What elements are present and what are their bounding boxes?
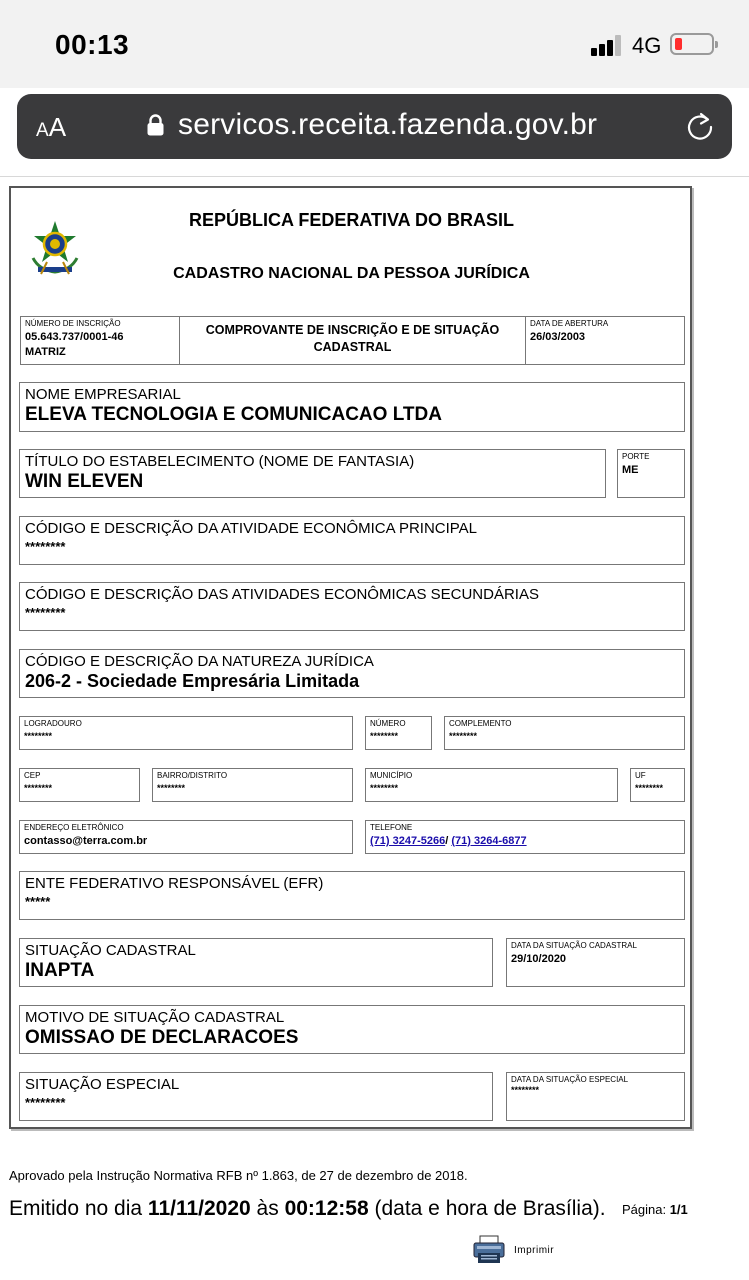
address-bar[interactable]	[17, 94, 732, 159]
atividades-secundarias-label: CÓDIGO E DESCRIÇÃO DAS ATIVIDADES ECONÔMICAS SECUNDÁRIAS	[25, 586, 539, 603]
data-situacao-especial-label: DATA DA SITUAÇÃO ESPECIAL	[511, 1075, 629, 1084]
approval-note: Aprovado pela Instrução Normativa RFB nº 1.863, de 27 de dezembro de 2018.	[9, 1168, 468, 1183]
abertura-box	[525, 316, 685, 365]
municipio-value: ********	[370, 783, 399, 793]
document-subtitle: CADASTRO NACIONAL DA PESSOA JURÍDICA	[173, 265, 530, 282]
porte-value: ME	[622, 464, 639, 476]
situacao-especial-box	[19, 1072, 493, 1121]
municipio-box	[365, 768, 618, 802]
url-text[interactable]: servicos.receita.fazenda.gov.br	[178, 108, 598, 141]
efr-box	[19, 871, 685, 920]
uf-value: ********	[635, 783, 664, 793]
printer-icon	[473, 1235, 505, 1265]
data-situacao-cadastral-label: DATA DA SITUAÇÃO CADASTRAL	[511, 941, 637, 950]
cellular-signal-icon	[591, 34, 625, 56]
reload-icon[interactable]	[684, 110, 716, 142]
atividade-principal-label: CÓDIGO E DESCRIÇÃO DA ATIVIDADE ECONÔMICA PRINCIPAL	[25, 520, 478, 537]
porte-box	[617, 449, 685, 498]
complemento-value: ********	[449, 731, 478, 741]
page-indicator: Página: 1/1	[622, 1202, 688, 1217]
telefone-label: TELEFONE	[370, 823, 413, 832]
uf-label: UF	[635, 771, 646, 780]
phone-separator: /	[445, 835, 452, 847]
logradouro-value: ********	[24, 731, 53, 741]
cep-box	[19, 768, 140, 802]
bairro-value: ********	[157, 783, 186, 793]
data-situacao-cadastral-box	[506, 938, 685, 987]
atividade-principal-value: ********	[25, 539, 66, 554]
situacao-cadastral-label: SITUAÇÃO CADASTRAL	[25, 942, 196, 959]
print-button[interactable]	[473, 1235, 573, 1267]
emitted-date: 11/11/2020	[147, 1197, 251, 1220]
abertura-value: 26/03/2003	[530, 331, 586, 343]
telefone-box	[365, 820, 685, 854]
comprovante-line1: COMPROVANTE DE INSCRIÇÃO E DE SITUAÇÃO	[205, 323, 500, 337]
titulo-label: TÍTULO DO ESTABELECIMENTO (NOME DE FANTASIA)	[25, 453, 415, 470]
titulo-box	[19, 449, 606, 498]
bairro-label: BAIRRO/DISTRITO	[157, 771, 228, 780]
logradouro-box	[19, 716, 353, 750]
numero-label: NÚMERO	[370, 719, 406, 728]
emitted-time: 00:12:58	[284, 1197, 369, 1220]
data-situacao-cadastral-value: 29/10/2020	[511, 953, 567, 965]
phone-link-2[interactable]: (71) 3264-6877	[451, 835, 527, 847]
document-title: REPÚBLICA FEDERATIVA DO BRASIL	[188, 210, 514, 230]
situacao-cadastral-box	[19, 938, 493, 987]
atividades-secundarias-value: ********	[25, 605, 66, 620]
telefone-values	[370, 835, 527, 847]
atividade-principal-box	[19, 516, 685, 565]
abertura-label: DATA DE ABERTURA	[530, 319, 609, 328]
nome-empresarial-box	[19, 382, 685, 432]
data-situacao-especial-box	[506, 1072, 685, 1121]
comprovante-box	[179, 316, 526, 365]
uf-box	[630, 768, 685, 802]
efr-value: *****	[25, 894, 51, 909]
atividades-secundarias-box	[19, 582, 685, 631]
email-value: contasso@terra.com.br	[24, 835, 148, 847]
emitted-line: Emitido no dia 11/11/2020 às 00:12:58 (data e hora de Brasília).	[9, 1197, 606, 1220]
complemento-label: COMPLEMENTO	[449, 719, 512, 728]
text-size-button[interactable]: AA	[36, 112, 67, 142]
inscricao-box	[20, 316, 180, 365]
nome-empresarial-value: ELEVA TECNOLOGIA E COMUNICACAO LTDA	[25, 404, 442, 425]
status-bar	[0, 0, 749, 88]
cnpj-document	[9, 186, 692, 1129]
titulo-value: WIN ELEVEN	[25, 471, 144, 492]
data-situacao-especial-value: ********	[511, 1085, 540, 1095]
situacao-especial-value: ********	[25, 1095, 66, 1110]
complemento-box	[444, 716, 685, 750]
numero-box	[365, 716, 432, 750]
natureza-juridica-label: CÓDIGO E DESCRIÇÃO DA NATUREZA JURÍDICA	[25, 653, 374, 670]
motivo-label: MOTIVO DE SITUAÇÃO CADASTRAL	[25, 1009, 285, 1026]
print-label[interactable]: Imprimir	[514, 1245, 555, 1256]
cep-label: CEP	[24, 771, 41, 780]
natureza-juridica-box	[19, 649, 685, 698]
numero-value: ********	[370, 731, 399, 741]
cep-value: ********	[24, 783, 53, 793]
natureza-juridica-value: 206-2 - Sociedade Empresária Limitada	[25, 671, 360, 691]
inscricao-label: NÚMERO DE INSCRIÇÃO	[25, 319, 121, 328]
page-divider	[0, 176, 749, 177]
efr-label: ENTE FEDERATIVO RESPONSÁVEL (EFR)	[25, 875, 324, 892]
inscricao-number: 05.643.737/0001-46	[25, 331, 124, 343]
motivo-box	[19, 1005, 685, 1054]
battery-icon	[670, 33, 714, 55]
nome-empresarial-label: NOME EMPRESARIAL	[25, 386, 181, 403]
phone-link-1[interactable]: (71) 3247-5266	[370, 835, 446, 847]
comprovante-line2: CADASTRAL	[313, 340, 392, 354]
motivo-value: OMISSAO DE DECLARACOES	[25, 1027, 299, 1048]
clock: 00:13	[55, 29, 130, 60]
email-label: ENDEREÇO ELETRÔNICO	[24, 823, 124, 832]
municipio-label: MUNICÍPIO	[370, 771, 413, 780]
inscricao-type: MATRIZ	[25, 346, 66, 358]
logradouro-label: LOGRADOURO	[24, 719, 82, 728]
bairro-box	[152, 768, 353, 802]
porte-label: PORTE	[622, 452, 650, 461]
network-type: 4G	[632, 33, 662, 58]
lock-icon	[147, 114, 164, 136]
email-box	[19, 820, 353, 854]
situacao-especial-label: SITUAÇÃO ESPECIAL	[25, 1076, 180, 1093]
situacao-cadastral-value: INAPTA	[25, 960, 95, 981]
